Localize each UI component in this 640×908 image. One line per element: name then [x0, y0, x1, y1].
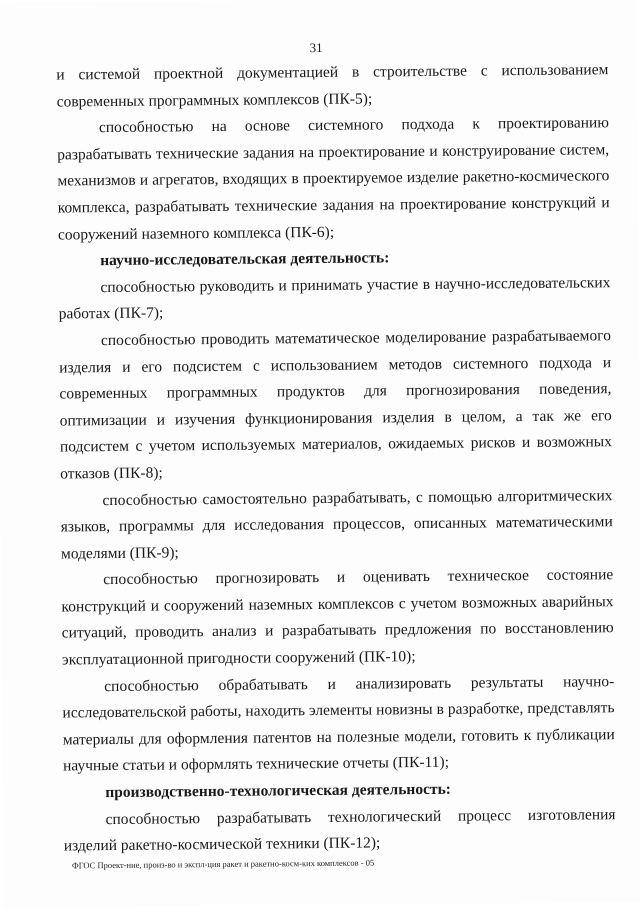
page-number: 31 [309, 39, 323, 56]
section-heading-production: производственно-технологическая деятельность: [105, 780, 451, 802]
paragraph-pk9: способностью самостоятельно разрабатывать, с помощью алгоритмических языков, программы для исследования процессов, описанных математическими моделями (ПК-9); [60, 486, 613, 563]
paragraph-pk5: и системой проектной документацией в строительстве с использованием современных программных комплексов (ПК-5); [56, 61, 609, 111]
page-footer: ФГОС Проект-ние, произ-во и экспл-ция ракет и ракетно-косм-ких комплексов - 05 [71, 857, 375, 871]
section-heading-research: научно-исследовательская деятельность: [100, 249, 390, 270]
body-text [56, 57, 616, 860]
paragraph-pk7: способностью руководить и принимать участие в научно-исследовательских работах (ПК-7); [58, 273, 611, 323]
paragraph-pk12: способностью разрабатывать технологический процесс изготовления изделий ракетно-космической техники (ПК-12); [63, 805, 616, 855]
paragraph-pk6: способностью на основе системного подхода к проектированию разрабатывать технические задания на проектирование и конструирование систем, механизмов и агрегатов, входящих в проектируемое изделие ракетно-космического комплекса, разрабатывать технические задания на проектирование конструкций и сооружений наземного комплекса (ПК-6); [57, 114, 610, 244]
paragraph-pk10: способностью прогнозировать и оценивать техническое состояние конструкций и сооружений наземных комплексов с учетом возможных аварийных ситуаций, проводить анализ и разрабатывать предложения по восстановлению эксплуатационной пригодности сооружений (ПК-10); [61, 566, 614, 669]
paragraph-pk11: способностью обрабатывать и анализировать результаты научно-исследовательской работы, находить элементы новизны в разработке, представлять материалы для оформления патентов на полезные модели, готовить к публикации научные статьи и оформлять технические отчеты (ПК-11); [62, 672, 615, 775]
paragraph-pk8: способностью проводить математическое моделирование разрабатываемого изделия и его подсистем с использованием методов системного подхода и современных программных продуктов для прогнозирования поведения, оптимизации и изучения функционирования изделия в целом, а так же его подсистем с учетом используемых материалов, ожидаемых рисков и возможных отказов (ПК-8); [59, 327, 613, 483]
